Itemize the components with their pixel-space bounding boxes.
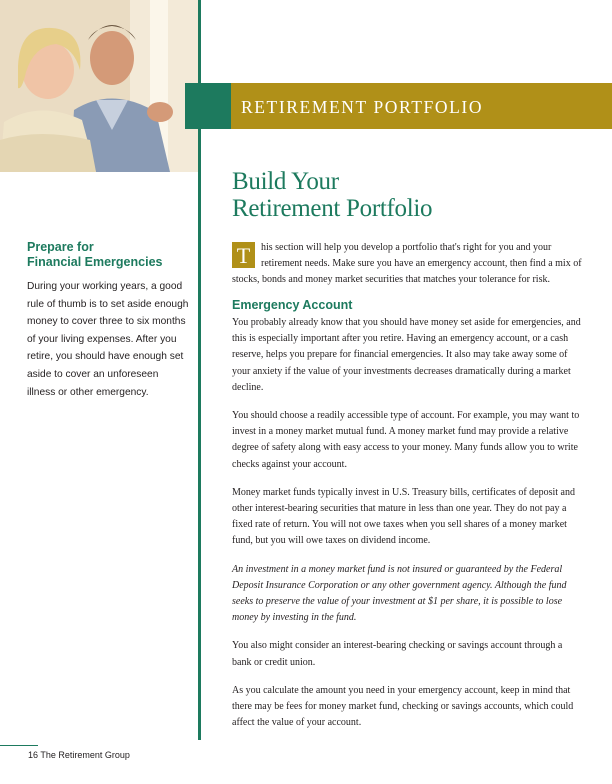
drop-cap: T [232, 242, 255, 268]
intro-text: his section will help you develop a portfolio that's right for you and your retirement needs. Make sure you have an emergency account, then find a mix of stocks, bonds and money market securities that matches your tolerance for risk. [232, 242, 582, 285]
body-paragraph: As you calculate the amount you need in your emergency account, keep in mind that there may be fees for money market fund, checking or savings accounts, which could affect the value of your account. [232, 684, 574, 729]
body-paragraph: You also might consider an interest-bearing checking or savings account through a bank or credit union. [232, 640, 563, 668]
sidebar-text: During your working years, a good rule of thumb is to set aside enough money to cover three to six months of your living expenses. After you retire, you should have enough set aside to cover an unforeseen illness or other emergency. [27, 281, 189, 398]
sidebar-heading-line1: Prepare for [27, 240, 94, 254]
sidebar-heading [27, 240, 189, 270]
body-paragraph: Money market funds typically invest in U.S. Treasury bills, certificates of deposit and other interest-bearing securities that mature in less than one year. They do not pay a fixed rate of return. You will not owe taxes when you sell shares of a money market fund, but you will owe taxes on dividend income. [232, 486, 575, 547]
page-title-line1: Build Your [232, 168, 339, 195]
intro-paragraph [232, 240, 584, 288]
page-title-line2: Retirement Portfolio [232, 195, 433, 222]
page-title [232, 168, 584, 222]
section-banner: RETIREMENT PORTFOLIO [231, 83, 612, 129]
banner-accent-block [185, 83, 231, 129]
disclaimer-paragraph: An investment in a money market fund is not insured or guaranteed by the Federal Deposit Insurance Corporation or any other government agency. Although the fund seeks to preserve the value of your investment at $1 per share, it is possible to lose money by investing in the fund. [232, 563, 567, 624]
couple-photo [0, 0, 198, 172]
sidebar-heading-line2: Financial Emergencies [27, 255, 163, 269]
footer-rule [0, 745, 38, 746]
sidebar-callout [27, 240, 189, 401]
body-paragraph: You should choose a readily accessible type of account. For example, you may want to invest in a money market mutual fund. A money market fund may provide a relative degree of safety along with easy access to your money. Many funds allow you to write checks against your account. [232, 410, 580, 470]
section-heading-emergency-account: Emergency Account [232, 298, 353, 312]
main-content [232, 168, 584, 743]
body-paragraph: You probably already know that you should have money set aside for emergencies, and this is especially important after you retire. Having an emergency account, or a cash reserve, helps you prepare for financial emergencies. It also may take away some of your anxiety if the value of your investments decreases dramatically during a market decline. [232, 317, 581, 393]
page-footer: 16 The Retirement Group [28, 750, 130, 760]
